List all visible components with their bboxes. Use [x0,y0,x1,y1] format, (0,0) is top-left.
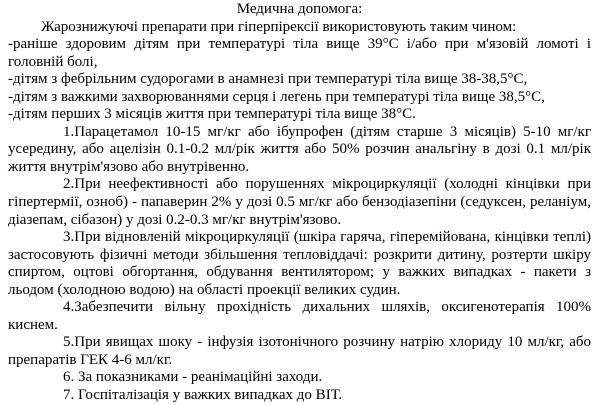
bullet-line: -дітям з фебрільним судорогами в анамнезі при температурі тіла вище 38-38,5°С, [8,71,528,88]
document-title: Медична допомога: [236,1,363,17]
numbered-item: 2.При неефективності або порушеннях мікроциркуляції (холодні кінцівки при гіпертермії, озноб) - папаверин 2% у дозі 0.5 мг/кг або бензодіазепіни (седуксен, реланіум, діазепам, сібазон) у дозі 0.2-0.3 мг/кг внутрім'язово. [8,176,591,228]
numbered-item: 1.Парацетамол 10-15 мг/кг або ібупрофен (дітям старше 3 місяців) 5-10 мг/кг усередину, або ацелізін 0.1-0.2 мл/рік життя або 50% розчин анальгіну в дозі 0.1 мл/рік життя внутрім'язово або внутрівенно. [8,123,591,175]
numbered-item: 6. За показниками - реанімаційні заходи. [63,369,323,386]
bullet-line: -раніше здоровим дітям при температурі тіла вище 39°С і/або при м'язовій ломоті і головній болі, [8,36,591,70]
numbered-item: 4.Забезпечити вільну прохідність дихальних шляхів, оксигенотерапія 100% киснем. [8,299,591,333]
bullet-line: -дітям перших 3 місяців життя при температурі тіла вище 38°С. [8,106,416,123]
intro-paragraph: Жарознижуючі препарати при гіперпірексії використовують таким чином: [41,18,517,35]
bullet-line: -дітям з важкими захворюваннями серця і легень при температурі тіла вище 38,5°С, [8,88,545,105]
numbered-item: 7. Госпіталізація у важких випадках до ВІТ. [63,387,343,404]
numbered-item: 3.При відновленій мікроциркуляції (шкіра гаряча, гіперемійована, кінцівки теплі) застосовують фізичні методи збільшення тепловіддачі: розкрити дитину, розтерти шкіру спиртом, оцтові обгортання, обдування вентилятором; у важких випадках - пакети з льодом (холодною водою) на області проекції великих судин. [8,229,591,298]
numbered-item: 5.При явищах шоку - інфузія ізотонічного розчину натрію хлориду 10 мл/кг, або препаратів ГЕК 4-6 мл/кг. [8,334,591,368]
